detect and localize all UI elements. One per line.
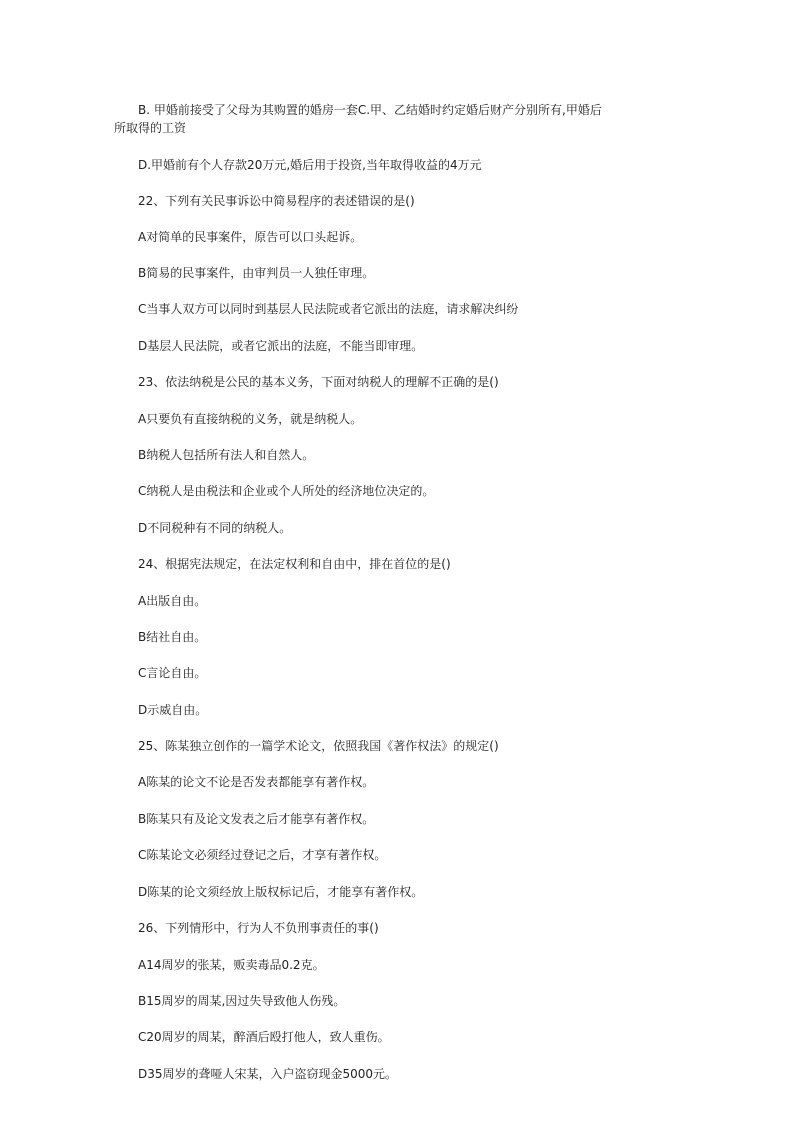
question-26-option-a: A14周岁的张某，贩卖毒品0.2克。 (138, 958, 325, 972)
question-22-option-b: B简易的民事案件，由审判员一人独任审理。 (138, 266, 375, 280)
option-b-paragraph (114, 101, 698, 137)
question-26: 26、下列情形中，行为人不负刑事责任的事() (138, 921, 379, 935)
question-25-option-d: D陈某的论文须经放上版权标记后，才能享有著作权。 (138, 885, 424, 899)
question-24: 24、根据宪法规定，在法定权利和自由中，排在首位的是() (138, 557, 451, 571)
question-26-option-d: D35周岁的聋哑人宋某，入户盗窃现金5000元。 (138, 1067, 398, 1081)
option-d: D.甲婚前有个人存款20万元,婚后用于投资,当年取得收益的4万元 (138, 158, 482, 172)
question-25-option-c: C陈某论文必须经过登记之后，才享有著作权。 (138, 848, 387, 862)
question-22-option-d: D基层人民法院，或者它派出的法庭，不能当即审理。 (138, 339, 424, 353)
question-23-option-b: B纳税人包括所有法人和自然人。 (138, 448, 315, 462)
question-26-option-c: C20周岁的周某，醉酒后殴打他人，致人重伤。 (138, 1030, 390, 1044)
question-25: 25、陈某独立创作的一篇学术论文，依照我国《著作权法》的规定() (138, 739, 499, 753)
question-24-option-d: D示威自由。 (138, 703, 208, 717)
question-25-option-a: A陈某的论文不论是否发表都能享有著作权。 (138, 775, 375, 789)
question-26-option-b: B15周岁的周某,因过失导致他人伤残。 (138, 994, 346, 1008)
question-25-option-b: B陈某只有及论文发表之后才能享有著作权。 (138, 812, 375, 826)
question-23-option-c: C纳税人是由税法和企业或个人所处的经济地位决定的。 (138, 484, 435, 498)
option-b-line-1: B. 甲婚前接受了父母为其购置的婚房一套C.甲、乙结婚时约定婚后财产分别所有,甲婚后 (138, 103, 602, 117)
question-23-option-a: A只要负有直接纳税的义务，就是纳税人。 (138, 412, 363, 426)
question-24-option-b: B结社自由。 (138, 630, 207, 644)
question-24-option-c: C言论自由。 (138, 666, 207, 680)
question-22-option-c: C当事人双方可以同时到基层人民法院或者它派出的法庭，请求解决纠纷 (138, 302, 519, 316)
option-b-line-2: 所取得的工资 (114, 121, 187, 135)
question-24-option-a: A出版自由。 (138, 594, 207, 608)
question-23: 23、依法纳税是公民的基本义务，下面对纳税人的理解不正确的是() (138, 375, 499, 389)
question-22: 22、下列有关民事诉讼中简易程序的表述错误的是() (138, 194, 415, 208)
question-22-option-a: A对简单的民事案件，原告可以口头起诉。 (138, 230, 363, 244)
question-23-option-d: D不同税种有不同的纳税人。 (138, 521, 292, 535)
